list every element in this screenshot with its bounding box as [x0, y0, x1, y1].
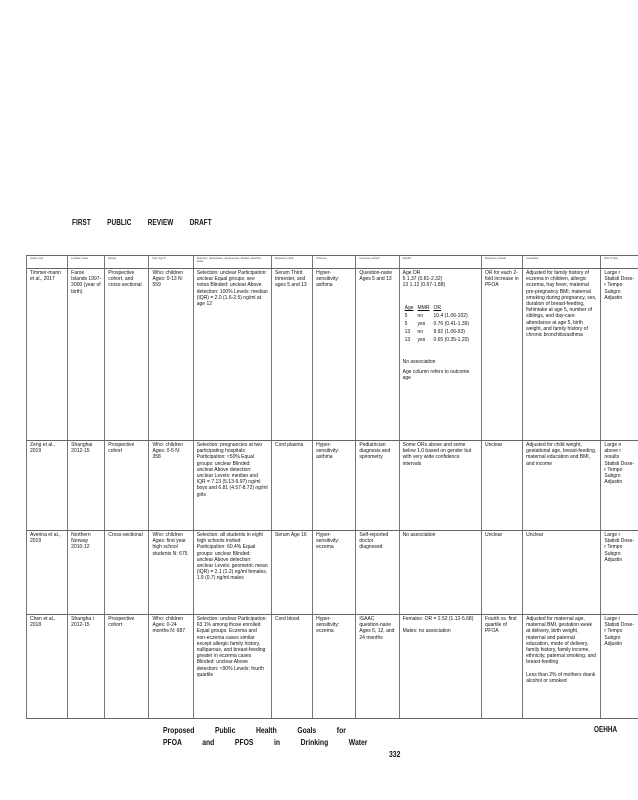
results-line: 13 1.12 (0.67-1.88): [402, 282, 446, 289]
cell-population: Who: children Ages: first year high school students N: 675: [149, 531, 193, 615]
col-header: Pop. Age N: [149, 256, 193, 269]
cell-bias: Large r Statisti Dose-r Tempo Subgro Adjustin: [601, 531, 638, 615]
col-header: Results: [399, 256, 481, 269]
cell-design: Cross-sectional: [105, 531, 149, 615]
cell-author: Chen et al., 2018: [27, 615, 68, 719]
cell-exposure: Serum Third trimester, and ages 5 and 13: [271, 269, 312, 441]
col-header: Author year: [27, 256, 68, 269]
cell-covariates: [523, 615, 601, 719]
results-line: 5 1.37 (0.81-2.32): [402, 276, 443, 283]
col-header: Exposure matrix: [271, 256, 312, 269]
col-header: Selection, participation, equal groups, blinded, detection, levels: [193, 256, 271, 269]
mmr-cell: yes: [417, 336, 426, 343]
cell-selection: Selection: all students in eight high schools invited Participation: 60.4% Equal groups: unclear Blinded: unclear Above detection: unclear Levels: geometric mean (IQR) = 2.1 (1.2) ng/ml females, 1.9 (0.7) ng/ml males: [193, 531, 271, 615]
cell-covariates: Adjusted for family history of eczema in children, allergic eczema, hay fever, maternal pre-pregnancy BMI, maternal smoking during pregnancy, sex, duration of breast-feeding, fishintake at age 5, number of siblings, and day-care attendance at age 5, birth weight, and family history of chronic bronchitis/asthma: [523, 269, 601, 441]
evidence-table: [26, 255, 638, 719]
mmr-cell: 0.76 (0.41-1.39): [433, 320, 470, 327]
table-row: [27, 441, 638, 531]
cell-outcome: Hyper-sensitivity: asthma: [313, 269, 356, 441]
mmr-cell: 13: [404, 328, 411, 335]
cell-exposure: Cord plasma: [271, 441, 312, 531]
col-header: Exposure contrast: [481, 256, 522, 269]
results-note: No association: [402, 358, 436, 365]
table-row: [27, 269, 638, 441]
cell-selection: Selection: unclear Participation: unclear Equal groups: see notes Blinded: unclear Above detection: 100% Levels: median (IQR) = 2.0 (1.6-2.5) ng/ml at age 12: [193, 269, 271, 441]
cell-covariates: Adjusted for child weight, gestational age, breast-feeding, maternal education and BMI, and income: [523, 441, 601, 531]
results-note: Age column refers to outcome age: [402, 368, 470, 382]
results-line: Males: no association: [402, 628, 451, 635]
mmr-table: [403, 303, 473, 345]
cell-contrast: Fourth vs. first quartile of PFOA: [481, 615, 522, 719]
cell-author: Averina et al., 2019: [27, 531, 68, 615]
cell-outcome: Hyper-sensitivity: eczema: [313, 531, 356, 615]
cell-contrast: Unclear: [481, 531, 522, 615]
cell-results: [399, 269, 481, 441]
results-line: Females: OR = 2.52 (1.12-5.68): [402, 616, 474, 622]
mmr-head: OR: [433, 304, 441, 311]
cell-population: Who: children Ages: 0-5 N: 358: [149, 441, 193, 531]
cell-outcome: Hyper-sensitivity: asthma: [313, 441, 356, 531]
cell-selection: Selection: unclear Participation: 63.1% among those enrolled Equal groups: Eczema and non-eczema cases similar except allergic family history, nulliparous, and breast-feeding greater in eczema cases Blinded: unclear Above detection: ≈90% Levels: fourth quartile: [193, 615, 271, 719]
mmr-cell: no: [417, 328, 424, 335]
covariates-note: Less than 2% of mothers drank alcohol or smoked: [526, 671, 596, 684]
cell-location: Shangha i 2012-15: [68, 615, 105, 719]
cell-contrast: OR for each 2-fold increase in PFOA: [481, 269, 522, 441]
cell-location: Northern Norway 2010-12: [68, 531, 105, 615]
cell-results: No association: [399, 531, 481, 615]
cell-population: Who: children Ages: 0-24 months N: 687: [149, 615, 193, 719]
cell-location: Shanghai 2012-15: [68, 441, 105, 531]
mmr-head: MMR: [417, 304, 430, 311]
mmr-cell: 5: [404, 312, 408, 319]
cell-bias: Large r Statisti Dose-r Tempo Subgro Adjustin: [601, 269, 638, 441]
cell-design: Prospective cohort: [105, 615, 149, 719]
cell-design: Prospective cohort, and cross-sectional: [105, 269, 149, 441]
mmr-cell: 5: [404, 320, 408, 327]
col-header: Covariates: [523, 256, 601, 269]
col-header: Risk of bias: [601, 256, 638, 269]
col-header: Location Years: [68, 256, 105, 269]
cell-outcome: Hyper-sensitivity: eczema: [313, 615, 356, 719]
cell-selection: Selection: pregnancies at two participating hospitals Participation: ≈50% Equal groups: unclear Blinded: unclear Above detection: unclear Levels: median and IQR = 7.13 (5.13-9.97) ng/ml boys and 6.81 (4.57-8.72) ng/ml girls: [193, 441, 271, 531]
cell-method: Self-reported doctor diagnosed: [356, 531, 399, 615]
cell-contrast: Unclear: [481, 441, 522, 531]
col-header: Outcome: [313, 256, 356, 269]
table-row: [27, 531, 638, 615]
table-header-row: [27, 256, 638, 269]
footer-line: PFOA and PFOS in Drinking Water: [163, 738, 368, 747]
mmr-cell: 13: [404, 336, 411, 343]
footer-org: OEHHA: [594, 725, 618, 734]
cell-bias: Large n above r results Statisti Dose-r Tempo Subgro Adjustin: [601, 441, 638, 531]
col-header: Design: [105, 256, 149, 269]
results-header: Age OR: [402, 270, 421, 276]
cell-exposure: Cord blood: [271, 615, 312, 719]
cell-method: Pediatrician diagnosis and spirometry: [356, 441, 399, 531]
covariates-text: Adjusted for maternal age, maternal BMI, gestation week at delivery, birth weight, maternal and paternal education, mode of delivery, family history, family income, ethnicity, paternal smoking, and breast-feeding: [526, 616, 597, 666]
table-row: [27, 615, 638, 719]
mmr-cell: 9.92 (1.06-93): [433, 328, 465, 335]
mmr-cell: 0.65 (0.35-1.20): [433, 336, 470, 343]
mmr-cell: no: [417, 312, 424, 319]
footer-line: Proposed Public Health Goals for: [163, 726, 346, 735]
cell-exposure: Serum Age 16: [271, 531, 312, 615]
footer-title: [163, 725, 367, 749]
cell-population: Who: children Ages: 0-13 N: 559: [149, 269, 193, 441]
cell-design: Prospective cohort: [105, 441, 149, 531]
mmr-cell: 10.4 (1.06-102): [433, 312, 468, 319]
col-header: Outcome method: [356, 256, 399, 269]
cell-method: Question-naire Ages 5 and 13: [356, 269, 399, 441]
cell-covariates: Unclear: [523, 531, 601, 615]
cell-results: [399, 615, 481, 719]
mmr-cell: yes: [417, 320, 426, 327]
cell-method: ISAAC question-naire Ages 6, 12, and 24 months: [356, 615, 399, 719]
cell-bias: Large r Statisti Dose-r Tempo Subgro Adjustin: [601, 615, 638, 719]
cell-author: Timmer-mann et al., 2017: [27, 269, 68, 441]
cell-location: Faroe Islands 1997-2000 (year of birth): [68, 269, 105, 441]
cell-author: Zeng et al., 2019: [27, 441, 68, 531]
cell-results: Some ORs above and some below 1.0 based on gender but with very wide confidence intervals: [399, 441, 481, 531]
draft-label: FIRST PUBLIC REVIEW DRAFT: [72, 218, 212, 227]
page-number: 332: [389, 750, 401, 759]
mmr-head: Age: [404, 304, 414, 311]
